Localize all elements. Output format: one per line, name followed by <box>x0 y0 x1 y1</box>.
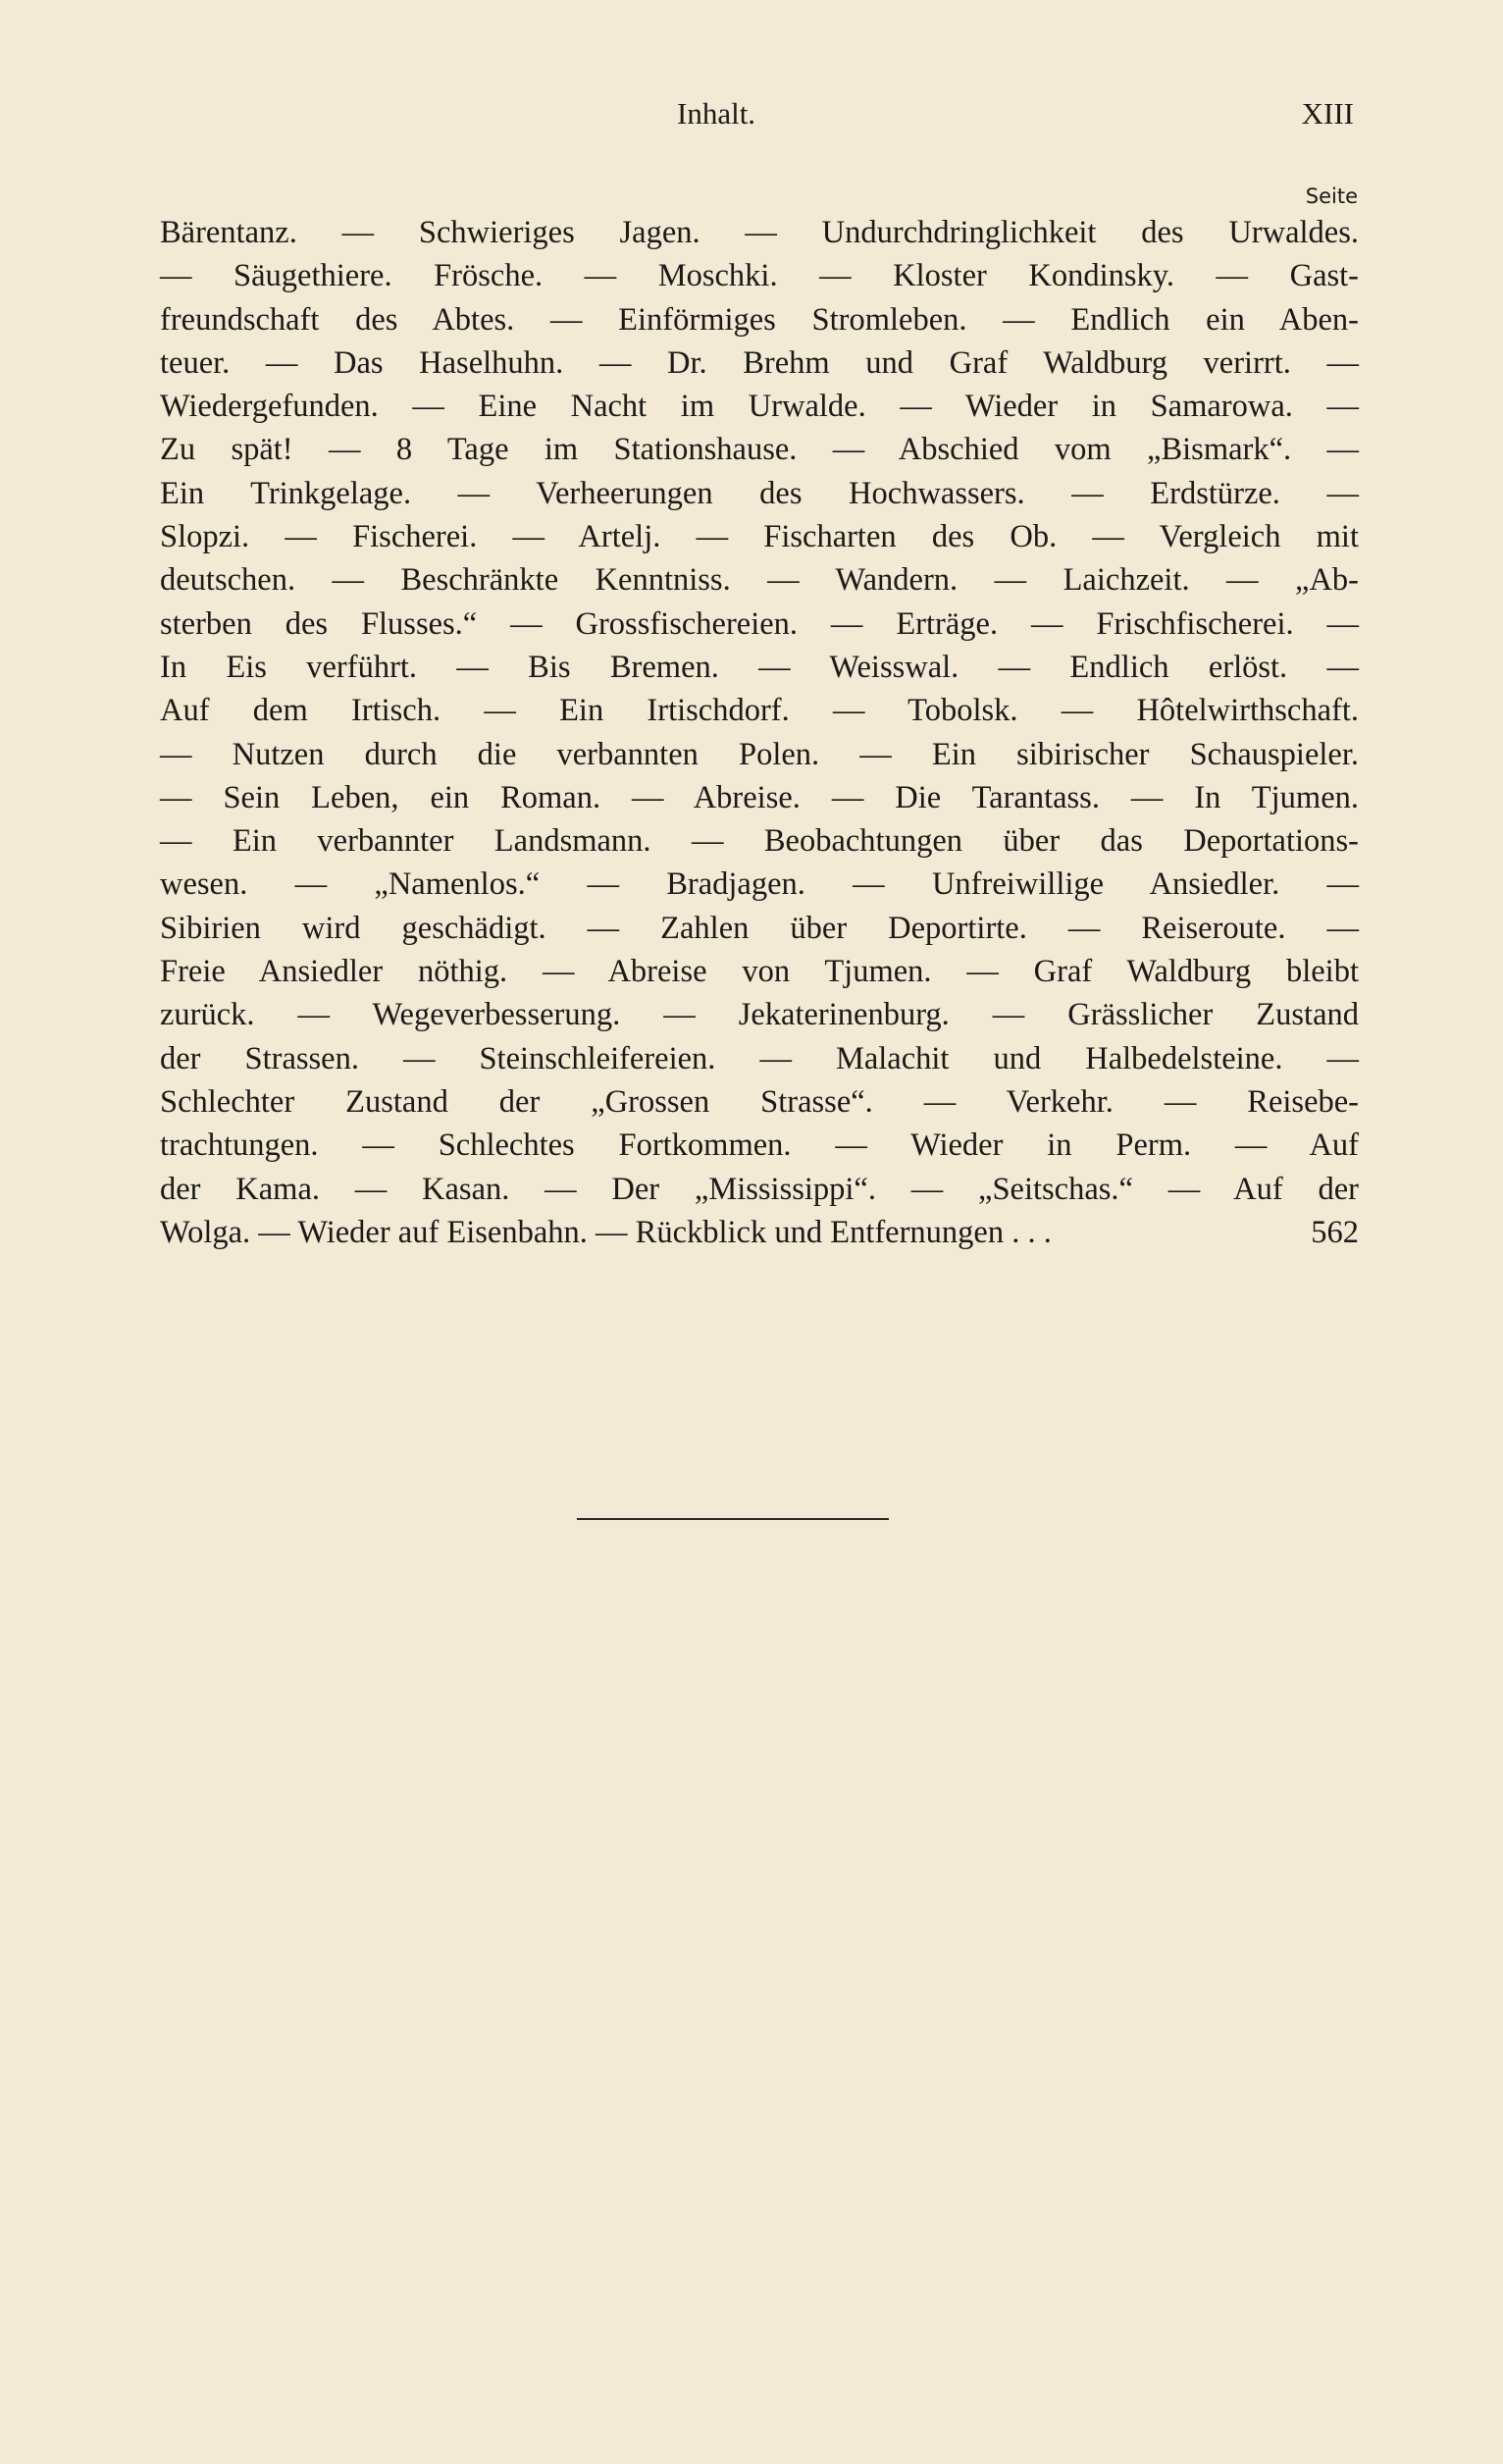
toc-line: Ein Trinkgelage. — Verheerungen des Hochwassers. — Erdstürze. — <box>160 475 1359 511</box>
toc-line: Sibirien wird geschädigt. — Zahlen über Deportirte. — Reiseroute. — <box>160 910 1359 946</box>
toc-line: sterben des Flusses.“ — Grossfischereien. — Erträge. — Frischfischerei. — <box>160 605 1359 642</box>
column-label-seite: Seite <box>1305 184 1358 208</box>
toc-last-line <box>160 1211 1359 1254</box>
toc-line: Freie Ansiedler nöthig. — Abreise von Tjumen. — Graf Waldburg bleibt <box>160 954 1359 990</box>
toc-line: In Eis verführt. — Bis Bremen. — Weisswal. — Endlich erlöst. — <box>160 649 1359 685</box>
toc-line: Slopzi. — Fischerei. — Artelj. — Fischarten des Ob. — Vergleich mit <box>160 519 1359 555</box>
running-head <box>157 96 1354 135</box>
toc-line: freundschaft des Abtes. — Einförmiges Stromleben. — Endlich ein Aben- <box>160 301 1359 338</box>
toc-line: zurück. — Wegeverbesserung. — Jekaterinenburg. — Grässlicher Zustand <box>160 997 1359 1033</box>
section-rule <box>577 1518 889 1520</box>
toc-line-text: Wolga. — Wieder auf Eisenbahn. — Rückblick und Entfernungen . . . <box>160 1214 1052 1250</box>
toc-line: — Ein verbannter Landsmann. — Beobachtungen über das Deportations- <box>160 823 1359 860</box>
page-number: XIII <box>1301 96 1354 131</box>
toc-line: der Kama. — Kasan. — Der „Mississippi“. — „Seitschas.“ — Auf der <box>160 1171 1359 1207</box>
toc-page-ref: 562 <box>1311 1214 1359 1250</box>
toc-line: Wiedergefunden. — Eine Nacht im Urwalde. — Wieder in Samarowa. — <box>160 389 1359 425</box>
toc-line: Zu spät! — 8 Tage im Stationshause. — Abschied vom „Bismark“. — <box>160 432 1359 468</box>
toc-line: teuer. — Das Haselhuhn. — Dr. Brehm und Graf Waldburg verirrt. — <box>160 344 1359 381</box>
toc-line: Bärentanz. — Schwieriges Jagen. — Undurchdringlichkeit des Urwaldes. <box>160 215 1359 250</box>
toc-line: — Sein Leben, ein Roman. — Abreise. — Die Tarantass. — In Tjumen. <box>160 779 1359 815</box>
page-title: Inhalt. <box>677 96 756 131</box>
toc-line: deutschen. — Beschränkte Kenntniss. — Wandern. — Laichzeit. — „Ab- <box>160 562 1359 599</box>
toc-line: Auf dem Irtisch. — Ein Irtischdorf. — Tobolsk. — Hôtelwirthschaft. <box>160 693 1359 729</box>
toc-line: — Nutzen durch die verbannten Polen. — Ein sibirischer Schauspieler. <box>160 736 1359 772</box>
toc-line: — Säugethiere. Frösche. — Moschki. — Kloster Kondinsky. — Gast- <box>160 258 1359 294</box>
toc-line: der Strassen. — Steinschleifereien. — Malachit und Halbedelsteine. — <box>160 1040 1359 1076</box>
toc-line: wesen. — „Namenlos.“ — Bradjagen. — Unfreiwillige Ansiedler. — <box>160 866 1359 903</box>
toc-line: trachtungen. — Schlechtes Fortkommen. — Wieder in Perm. — Auf <box>160 1127 1359 1164</box>
toc-line: Schlechter Zustand der „Grossen Strasse“. — Verkehr. — Reisebe- <box>160 1083 1359 1120</box>
toc-entry <box>160 211 1359 1254</box>
